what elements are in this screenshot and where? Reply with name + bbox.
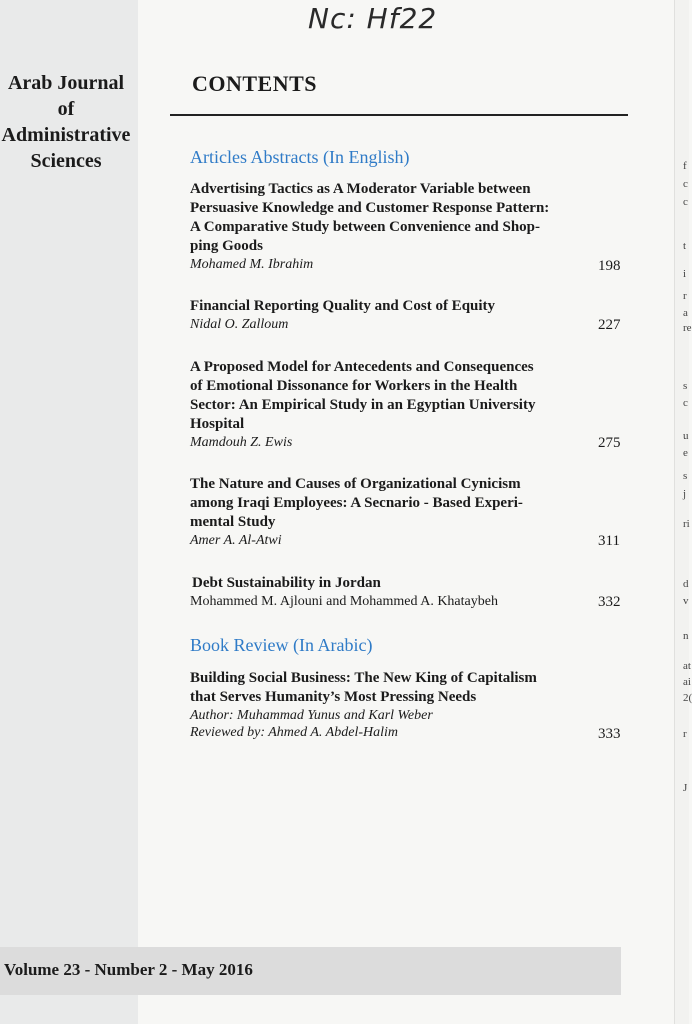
page-number: 275 [598, 435, 621, 451]
next-page-edge [674, 0, 689, 1024]
journal-title-line: Arab Journal [7, 72, 125, 94]
entry-title [190, 574, 560, 593]
page-number: 198 [598, 258, 621, 274]
page-number: 227 [598, 317, 621, 333]
margin-letter: at [683, 660, 691, 672]
journal-title-line: Sciences [30, 150, 102, 172]
margin-letter: ri [683, 518, 690, 530]
margin-letter: r [683, 290, 687, 302]
margin-letter: u [683, 430, 689, 442]
entry-title [190, 297, 560, 316]
margin-letter: a [683, 307, 688, 319]
margin-letter: ai [683, 676, 691, 688]
journal-title-line: of [57, 98, 75, 120]
margin-letter: s [683, 380, 688, 392]
margin-letter: r [683, 728, 687, 740]
page-number: 332 [598, 594, 621, 610]
entry-title-line: ping Goods [190, 238, 263, 254]
entry-reviewer: Reviewed by: Ahmed A. Abdel-Halim [190, 725, 398, 740]
toc-entry[interactable] [190, 358, 560, 451]
entry-author: Author: Muhammad Yunus and Karl Weber [190, 708, 433, 723]
margin-letter: e [683, 447, 688, 459]
entry-author: Mohamed M. Ibrahim [190, 257, 314, 272]
toc-entry[interactable] [190, 475, 560, 549]
page-number: 311 [598, 533, 620, 549]
margin-letter: c [683, 397, 688, 409]
margin-letter: f [683, 160, 687, 172]
issue-info: Volume 23 - Number 2 - May 2016 [4, 960, 253, 979]
handwritten-note: Nc: Hf22 [308, 2, 438, 35]
entry-title-line: Advertising Tactics as A Moderator Variable between [190, 181, 531, 197]
entry-title-line: Building Social Business: The New King of Capitalism [190, 670, 537, 686]
margin-letter: v [683, 595, 689, 607]
entry-title [190, 669, 560, 707]
journal-title-line: Administrative [1, 124, 131, 146]
toc-entry[interactable] [190, 669, 560, 741]
section-heading-book-review: Book Review (In Arabic) [190, 635, 373, 655]
heading-rule [170, 114, 628, 116]
margin-letter: re [683, 322, 692, 334]
entry-title-line: A Proposed Model for Antecedents and Consequences [190, 359, 534, 375]
entry-title-line: The Nature and Causes of Organizational Cynicism [190, 476, 521, 492]
entry-title-line: among Iraqi Employees: A Secnario - Based Experi- [190, 495, 523, 511]
entry-title-line: Persuasive Knowledge and Customer Response Pattern: [190, 200, 550, 216]
section-heading-articles: Articles Abstracts (In English) [190, 147, 410, 167]
margin-letter: i [683, 268, 687, 280]
entry-author: Amer A. Al-Atwi [190, 533, 282, 548]
entry-title-line: Hospital [190, 416, 245, 432]
toc-entry[interactable] [190, 574, 560, 610]
entry-author: Mohammed M. Ajlouni and Mohammed A. Khataybeh [190, 594, 498, 609]
margin-letter: c [683, 178, 688, 190]
margin-letter: c [683, 196, 688, 208]
entry-author: Nidal O. Zalloum [190, 317, 289, 332]
margin-letter: 2( [683, 692, 692, 704]
entry-title-line: mental Study [190, 514, 276, 530]
margin-letter: j [683, 488, 687, 500]
toc-entry[interactable] [190, 297, 560, 333]
entry-title [190, 358, 560, 434]
entry-title-line: Debt Sustainability in Jordan [192, 575, 381, 591]
margin-letter: t [683, 240, 687, 252]
entry-title-line: of Emotional Dissonance for Workers in the Health [190, 378, 518, 394]
entry-title-line: Sector: An Empirical Study in an Egyptian University [190, 397, 536, 413]
entry-title-line: Financial Reporting Quality and Cost of Equity [190, 298, 496, 314]
contents-heading: CONTENTS [192, 71, 318, 96]
margin-letter: d [683, 578, 689, 590]
entry-title [190, 475, 560, 532]
margin-letter: s [683, 470, 688, 482]
entry-title [190, 180, 560, 256]
entry-title-line: A Comparative Study between Convenience and Shop- [190, 219, 541, 235]
page-number: 333 [598, 726, 621, 742]
journal-title [0, 70, 132, 174]
entry-author: Mamdouh Z. Ewis [190, 435, 293, 450]
margin-letter: n [683, 630, 689, 642]
toc-entry[interactable] [190, 180, 560, 273]
entry-title-line: that Serves Humanity’s Most Pressing Needs [190, 689, 477, 705]
margin-letter: J [683, 782, 688, 794]
